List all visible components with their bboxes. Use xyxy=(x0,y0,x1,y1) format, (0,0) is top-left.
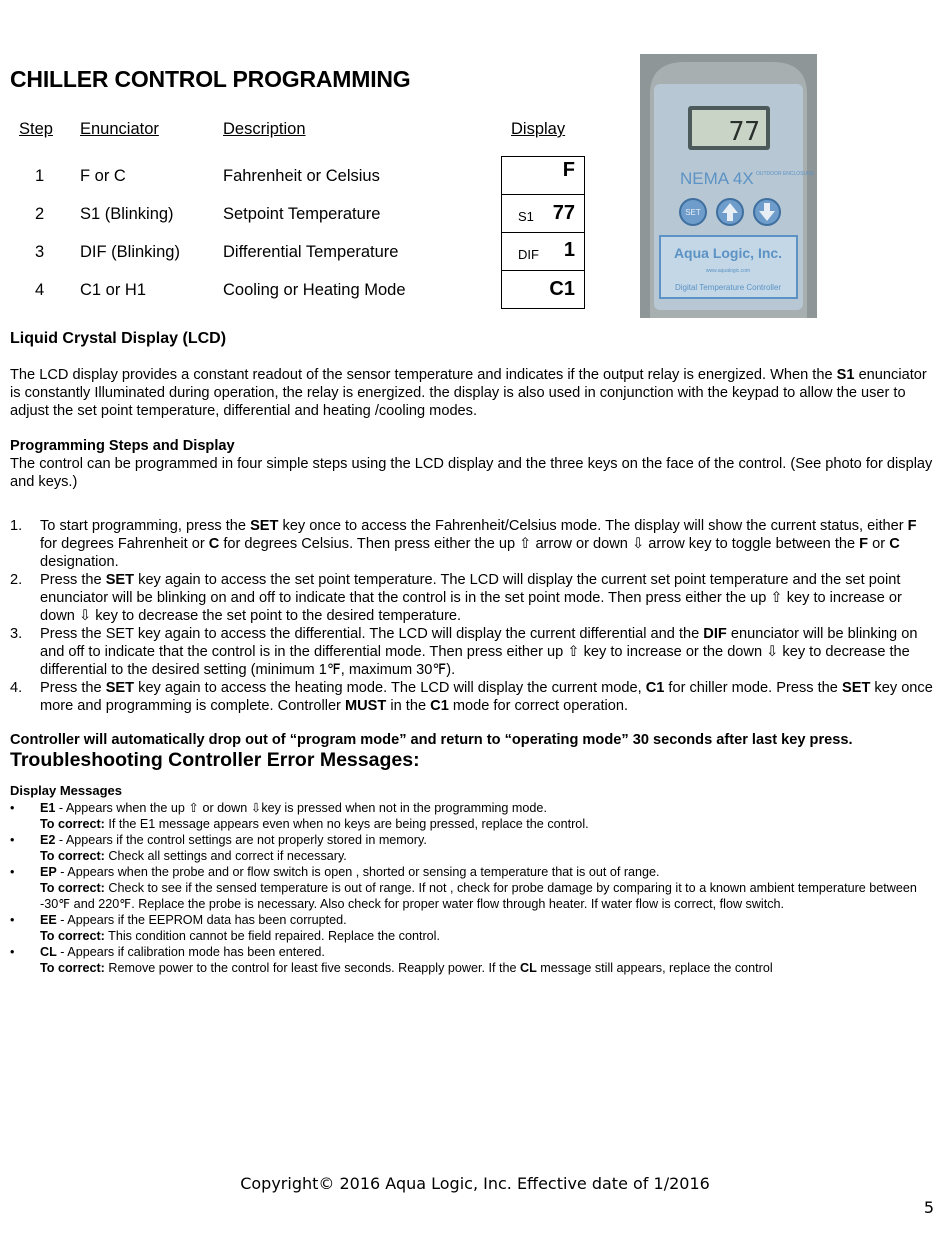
troubleshooting-heading: Troubleshooting Controller Error Messages: xyxy=(10,749,420,771)
error-code: E1 xyxy=(40,801,56,815)
step-number: 4. xyxy=(10,680,23,696)
nema-small-label: OUTDOOR ENCLOSURE xyxy=(756,171,815,177)
enunciator: C1 or H1 xyxy=(80,281,147,299)
list-item xyxy=(10,800,935,832)
enunciator: DIF (Blinking) xyxy=(80,243,180,261)
lcd-heading: Liquid Crystal Display (LCD) xyxy=(10,330,227,347)
brand-caption: Digital Temperature Controller xyxy=(674,283,782,292)
to-correct-label: To correct: xyxy=(40,961,105,975)
to-correct-label: To correct: xyxy=(40,817,105,831)
bullet: • xyxy=(10,945,15,959)
bullet: • xyxy=(10,913,15,927)
error-fix: To correct: Remove power to the control for least five seconds. Reapply power. If the CL message still appears, replace the control xyxy=(40,961,773,975)
enunciator: F or C xyxy=(80,167,126,185)
page-title: CHILLER CONTROL PROGRAMMING xyxy=(10,66,411,92)
error-fix: To correct: Check to see if the sensed temperature is out of range. If not , check for probe damage by comparing it to a known ambient temperature between -30℉ and 220℉. Replace the probe is necessary. Also check for proper water flow through heater. If water flow is correct, flow switch. xyxy=(40,881,917,911)
step-number: 4 xyxy=(35,281,45,299)
list-item xyxy=(10,944,935,976)
display-value: 77 xyxy=(552,202,575,224)
header-display: Display xyxy=(511,120,566,138)
bullet: • xyxy=(10,833,15,847)
error-fix: To correct: Check all settings and correct if necessary. xyxy=(40,849,347,863)
display-value: F xyxy=(562,159,575,181)
footer-copyright: Copyright© 2016 Aqua Logic, Inc. Effective date of 1/2016 xyxy=(240,1174,710,1193)
lcd-body: The LCD display provides a constant readout of the sensor temperature and indicates if the output relay is energized. When the S1 enunciator is constantly Illuminated during operation, the relay is energized. the display is also used in conjunction with the keypad to allow the user to adjust the set point temperature, differential and heating /cooling modes. xyxy=(10,367,927,419)
display-box-4 xyxy=(502,271,584,308)
error-description: - Appears if the control settings are not properly stored in memory. xyxy=(55,833,427,847)
description: Cooling or Heating Mode xyxy=(223,281,406,299)
error-description: - Appears if the EEPROM data has been corrupted. xyxy=(56,913,347,927)
description: Fahrenheit or Celsius xyxy=(223,167,380,185)
header-description: Description xyxy=(223,120,306,138)
list-item: 1. To start programming, press the SET key once to access the Fahrenheit/Celsius mode. The display will show the current status, either F for degrees Fahrenheit or C for degrees Celsius. Then press either the up ⇧ arrow or down ⇩ arrow key to toggle between the F or C designation. xyxy=(10,518,917,570)
list-item xyxy=(10,912,935,944)
display-small-label: DIF xyxy=(518,247,539,262)
step-number: 2 xyxy=(35,205,45,223)
list-item xyxy=(10,832,935,864)
list-item: 4. Press the SET key again to access the heating mode. The LCD will display the current mode, C1 for chiller mode. Press the SET key once more and programming is complete. Controller MUST in the C1 mode for correct operation. xyxy=(10,680,933,714)
step-number: 3 xyxy=(35,243,45,261)
to-correct-label: To correct: xyxy=(40,849,105,863)
controller-photo xyxy=(640,54,817,318)
nema-label: NEMA 4X xyxy=(680,169,754,188)
step-number: 2. xyxy=(10,572,23,588)
lcd-value: 77 xyxy=(728,117,760,147)
display-messages-heading: Display Messages xyxy=(10,783,123,798)
programming-intro: The control can be programmed in four simple steps using the LCD display and the three keys on the face of the control. (See photo for display and keys.) xyxy=(10,456,933,490)
step-number: 3. xyxy=(10,626,23,642)
error-code: EP xyxy=(40,865,57,879)
display-value: C1 xyxy=(549,278,575,300)
programming-section xyxy=(10,437,935,491)
enunciator: S1 (Blinking) xyxy=(80,205,174,223)
step-number: 1. xyxy=(10,518,23,534)
program-mode-note: Controller will automatically drop out of “program mode” and return to “operating mode” 30 seconds after last key press. xyxy=(10,732,853,748)
display-small-label: S1 xyxy=(518,209,534,224)
description: Differential Temperature xyxy=(223,243,399,261)
list-item: 2. Press the SET key again to access the set point temperature. The LCD will display the current set point temperature and the set point enunciator will be blinking on and off to indicate that the control is in the set point mode. Then press either the up ⇧ key to increase or down ⇩ key to decrease the set point to the desired temperature. xyxy=(10,572,902,624)
error-fix: To correct: This condition cannot be field repaired. Replace the control. xyxy=(40,929,440,943)
programming-steps-list xyxy=(10,517,935,715)
error-description: - Appears if calibration mode has been entered. xyxy=(56,945,325,959)
header-step: Step xyxy=(19,120,53,138)
description: Setpoint Temperature xyxy=(223,205,381,223)
list-item: 3. Press the SET key again to access the differential. The LCD will display the current differential and the DIF enunciator will be blinking on and off to indicate that the control is in the differential mode. Then press either up ⇧ key to increase or the down ⇩ key to decrease the differential to the desired setting (minimum 1℉, maximum 30℉). xyxy=(10,626,918,678)
display-value: 1 xyxy=(563,239,575,261)
brand-website: www.aqualogic.com xyxy=(705,268,751,274)
bullet: • xyxy=(10,865,15,879)
display-table xyxy=(501,156,585,309)
brand-label: Aqua Logic, Inc. xyxy=(673,245,783,261)
error-code: E2 xyxy=(40,833,56,847)
error-code: EE xyxy=(40,913,57,927)
display-box-3 xyxy=(502,233,584,271)
header-enunciator: Enunciator xyxy=(80,120,159,138)
page-number: 5 xyxy=(923,1198,934,1217)
display-box-2 xyxy=(502,195,584,233)
programming-heading: Programming Steps and Display xyxy=(10,438,235,454)
display-box-1 xyxy=(502,157,584,195)
bullet: • xyxy=(10,801,15,815)
list-item xyxy=(10,864,935,912)
error-fix: To correct: If the E1 message appears even when no keys are being pressed, replace the control. xyxy=(40,817,589,831)
error-messages-list xyxy=(10,800,935,976)
to-correct-label: To correct: xyxy=(40,929,105,943)
error-code: CL xyxy=(40,945,57,959)
set-key-label: SET xyxy=(685,208,701,217)
error-description: - Appears when the probe and or flow switch is open , shorted or sensing a temperature that is out of range. xyxy=(56,865,660,879)
error-description: - Appears when the up ⇧ or down ⇩key is pressed when not in the programming mode. xyxy=(55,801,547,815)
to-correct-label: To correct: xyxy=(40,881,105,895)
step-number: 1 xyxy=(35,167,45,185)
